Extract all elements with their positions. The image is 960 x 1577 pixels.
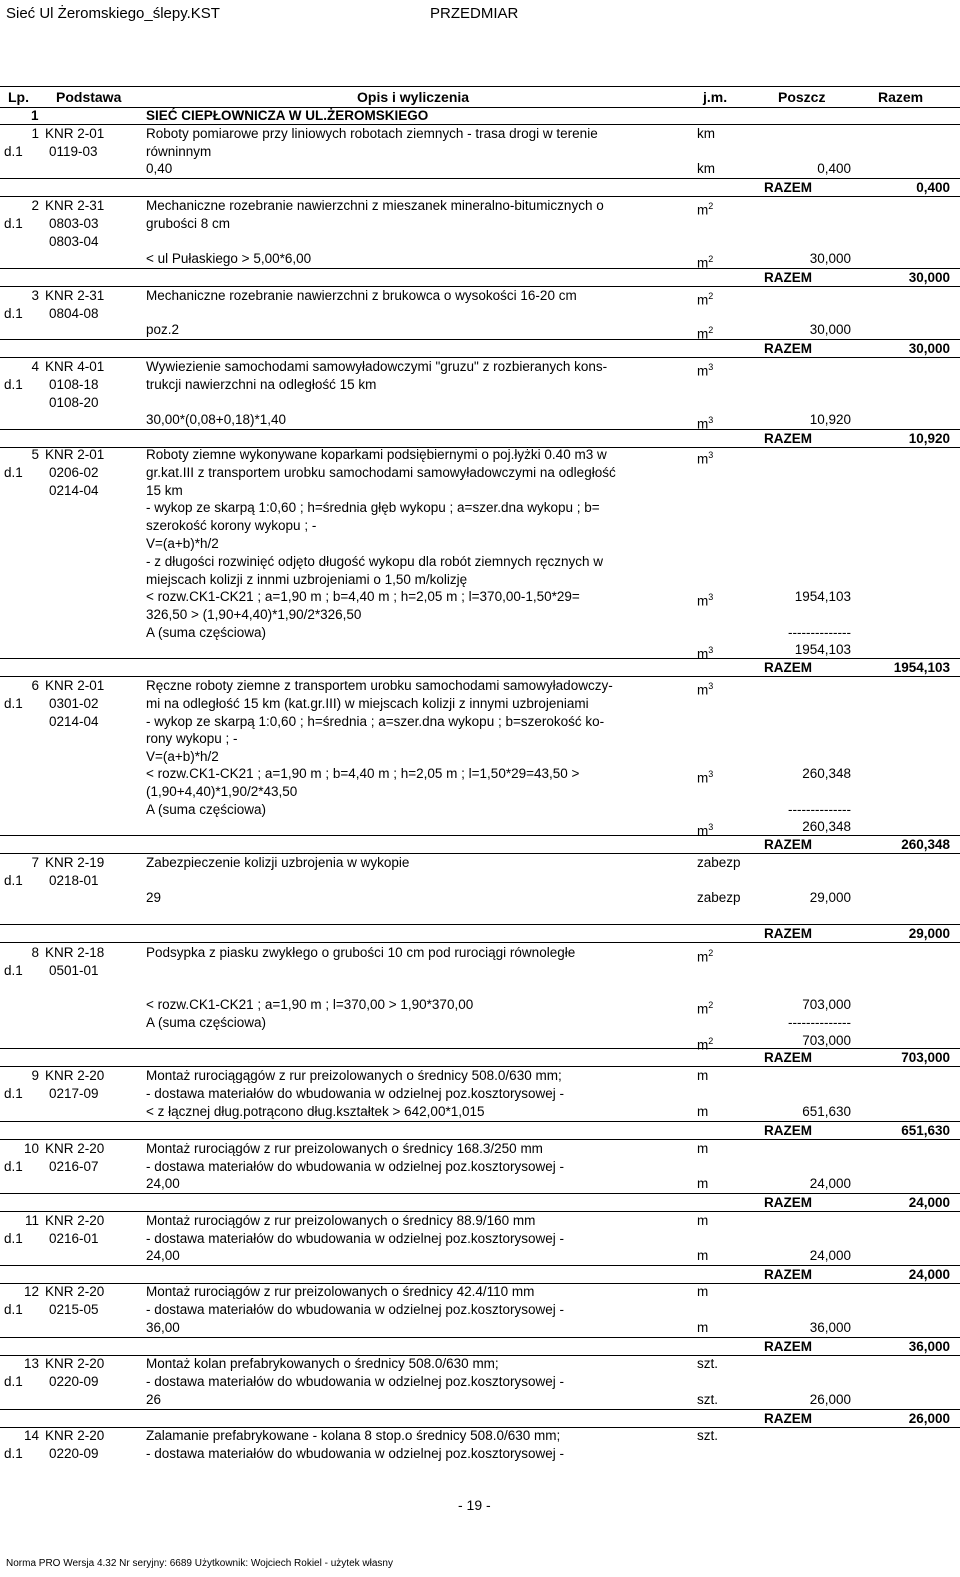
razem-rule xyxy=(0,429,960,430)
col-lp: Lp. xyxy=(8,89,29,105)
item-unit: szt. xyxy=(697,1428,719,1443)
calc-value: 1954,103 xyxy=(794,589,851,604)
item-code: 0218-01 xyxy=(49,872,99,888)
razem-rule xyxy=(0,835,960,836)
item-description: Mechaniczne rozebranie nawierzchni z mieszanek mineralno-bitumicznych o xyxy=(146,198,604,213)
item-d-label: d.1 xyxy=(4,1085,23,1101)
item-description: - dostawa materiałów do wbudowania w odzielnej poz.kosztorysowej - xyxy=(146,1158,564,1174)
calc-unit: $m^2$ xyxy=(697,1035,714,1053)
calc-unit: $m^3$ xyxy=(697,822,714,839)
item-code: 0803-04 xyxy=(49,233,99,249)
calc-value: 30,000 xyxy=(809,322,851,337)
calc-value: 0,400 xyxy=(817,161,851,176)
item-d-label: d.1 xyxy=(4,376,23,392)
item-unit: $m^3$ xyxy=(697,681,714,698)
col-poszcz: Poszcz xyxy=(778,89,826,105)
item-unit: $m^2$ xyxy=(697,291,714,308)
razem-value: 26,000 xyxy=(908,1411,950,1426)
calc-expression: 29 xyxy=(146,890,162,905)
calc-value: 651,630 xyxy=(802,1104,851,1119)
item-description: - dostawa materiałów do wbudowania w odzielnej poz.kosztorysowej - xyxy=(146,1445,564,1461)
razem-value: 260,348 xyxy=(901,837,950,852)
calc-unit: zabezp xyxy=(697,890,741,905)
razem-label: RAZEM xyxy=(764,837,812,852)
item-d-label: d.1 xyxy=(4,215,23,231)
razem-value: 29,000 xyxy=(908,926,950,941)
item-description: Montaż rurociągów z rur preizolowanych o średnicy 88.9/160 mm xyxy=(146,1213,536,1228)
calc-value: 1954,103 xyxy=(794,642,851,658)
item-separator xyxy=(0,676,960,677)
item-separator xyxy=(0,286,960,287)
razem-label: RAZEM xyxy=(764,1411,812,1426)
item-description: Montaż rurociągów z rur preizolowanych o średnicy 42.4/110 mm xyxy=(146,1284,535,1299)
item-code: 0220-09 xyxy=(49,1373,99,1389)
column-header xyxy=(0,86,960,108)
section-rule xyxy=(0,124,960,125)
item-code: KNR 2-20 xyxy=(45,1284,105,1299)
col-razem: Razem xyxy=(878,89,924,105)
item-d-label: d.1 xyxy=(4,695,23,711)
item-number: 10 xyxy=(23,1141,39,1156)
item-code: KNR 2-18 xyxy=(45,945,105,960)
item-description: Zabezpieczenie kolizji uzbrojenia w wykopie xyxy=(146,855,410,870)
item-description: Zalamanie prefabrykowane - kolana 8 stop.o średnicy 508.0/630 mm; xyxy=(146,1428,561,1443)
item-code: KNR 4-01 xyxy=(45,359,105,374)
razem-label: RAZEM xyxy=(764,341,812,356)
item-d-label: d.1 xyxy=(4,1158,23,1174)
calc-unit: $m^3$ xyxy=(697,592,714,609)
item-description: - dostawa materiałów do wbudowania w odzielnej poz.kosztorysowej - xyxy=(146,1230,564,1246)
item-description: Mechaniczne rozebranie nawierzchni z brukowca o wysokości 16-20 cm xyxy=(146,288,577,303)
item-d-label: d.1 xyxy=(4,1230,23,1246)
razem-value: 0,400 xyxy=(916,180,950,195)
calc-expression: < rozw.CK1-CK21 ; a=1,90 m ; b=4,40 m ; h=2,05 m ; l=1,50*29=43,50 > xyxy=(146,766,580,781)
item-description: Montaż kolan prefabrykowanych o średnicy 508.0/630 mm; xyxy=(146,1356,499,1371)
col-jm: j.m. xyxy=(703,89,728,105)
calc-expression: 0,40 xyxy=(146,161,173,176)
item-number: 14 xyxy=(23,1428,39,1443)
col-opis: Opis i wyliczenia xyxy=(357,89,470,105)
razem-rule xyxy=(0,1265,960,1266)
item-separator xyxy=(0,942,960,943)
item-code: KNR 2-20 xyxy=(45,1428,105,1443)
item-code: KNR 2-20 xyxy=(45,1213,105,1228)
item-d-label: d.1 xyxy=(4,1301,23,1317)
item-description: Roboty ziemne wykonywane koparkami podsiębiernymi o poj.łyżki 0.40 m3 w xyxy=(146,447,607,462)
item-separator xyxy=(0,853,960,854)
item-description: Montaż rurociągągów z rur preizolowanych o średnicy 508.0/630 mm; xyxy=(146,1068,562,1083)
razem-value: 703,000 xyxy=(901,1050,950,1065)
item-d-label: d.1 xyxy=(4,962,23,978)
item-code: KNR 2-20 xyxy=(45,1356,105,1371)
item-code: 0220-09 xyxy=(49,1445,99,1461)
item-code: KNR 2-01 xyxy=(45,447,105,462)
page-number: - 19 - xyxy=(458,1497,491,1513)
item-description: - z długości rozwinięć odjęto długość wykopu dla robót ziemnych ręcznych w xyxy=(146,553,603,569)
item-description: Montaż rurociągów z rur preizolowanych o średnicy 168.3/250 mm xyxy=(146,1141,543,1156)
razem-label: RAZEM xyxy=(764,431,812,446)
item-description: Ręczne roboty ziemne z transportem urobku samochodami samowyładowczy- xyxy=(146,678,613,693)
item-code: KNR 2-20 xyxy=(45,1141,105,1156)
item-code: 0108-20 xyxy=(49,394,99,410)
calc-unit: $m^2$ xyxy=(697,325,714,342)
item-unit: m xyxy=(697,1141,709,1156)
item-code: 0215-05 xyxy=(49,1301,99,1317)
item-description: - dostawa materiałów do wbudowania w odzielnej poz.kosztorysowej - xyxy=(146,1301,564,1317)
section-title: SIEĆ CIEPŁOWNICZA W UL.ŻEROMSKIEGO xyxy=(146,108,429,123)
col-podstawa: Podstawa xyxy=(56,89,122,105)
calc-value: -------------- xyxy=(788,624,851,640)
item-code: 0803-03 xyxy=(49,215,99,231)
calc-unit: $m^3$ xyxy=(697,415,714,432)
item-unit: m xyxy=(697,1213,709,1228)
item-number: 13 xyxy=(23,1356,39,1371)
calc-expression: < rozw.CK1-CK21 ; a=1,90 m ; l=370,00 > 1,90*370,00 xyxy=(146,997,474,1012)
item-number: 2 xyxy=(31,198,39,213)
item-description: miejscach kolizji z innmi uzbrojeniami o 1,50 m/kolizję xyxy=(146,571,468,587)
calc-unit: m xyxy=(697,1320,709,1335)
razem-rule xyxy=(0,339,960,340)
calc-value: 703,000 xyxy=(802,1032,851,1048)
calc-value: 10,920 xyxy=(809,412,851,427)
item-d-label: d.1 xyxy=(4,1445,23,1461)
calc-expression: A (suma częściowa) xyxy=(146,1014,267,1030)
item-d-label: d.1 xyxy=(4,305,23,321)
razem-rule xyxy=(0,1409,960,1410)
calc-unit: $m^2$ xyxy=(697,254,714,271)
item-code: KNR 2-31 xyxy=(45,288,105,303)
item-code: 0216-01 xyxy=(49,1230,99,1246)
razem-rule xyxy=(0,924,960,925)
item-d-label: d.1 xyxy=(4,872,23,888)
calc-expression: A (suma częściowa) xyxy=(146,801,267,817)
item-unit: zabezp xyxy=(697,855,741,870)
calc-value: -------------- xyxy=(788,1014,851,1030)
item-code: 0214-04 xyxy=(49,713,99,729)
item-d-label: d.1 xyxy=(4,1373,23,1389)
razem-value: 30,000 xyxy=(908,270,950,285)
razem-label: RAZEM xyxy=(764,1195,812,1210)
item-code: 0216-07 xyxy=(49,1158,99,1174)
razem-value: 24,000 xyxy=(908,1267,950,1282)
item-unit: km xyxy=(697,126,715,141)
calc-unit: $m^3$ xyxy=(697,769,714,786)
calc-value: 703,000 xyxy=(802,997,851,1012)
item-description: mi na odległość 15 km (kat.gr.III) w miejscach kolizji z innymi uzbrojeniami xyxy=(146,695,589,711)
calc-expression: 36,00 xyxy=(146,1320,180,1335)
calc-expression: 26 xyxy=(146,1392,162,1407)
item-number: 8 xyxy=(31,945,39,960)
item-code: 0214-04 xyxy=(49,482,99,498)
item-unit: $m^3$ xyxy=(697,450,714,467)
item-code: KNR 2-20 xyxy=(45,1068,105,1083)
razem-label: RAZEM xyxy=(764,926,812,941)
item-unit: szt. xyxy=(697,1356,719,1371)
razem-label: RAZEM xyxy=(764,270,812,285)
razem-label: RAZEM xyxy=(764,660,812,675)
item-code: 0301-02 xyxy=(49,695,99,711)
item-number: 9 xyxy=(31,1068,39,1083)
razem-label: RAZEM xyxy=(764,180,812,195)
calc-unit: m xyxy=(697,1176,709,1191)
razem-label: RAZEM xyxy=(764,1339,812,1354)
razem-label: RAZEM xyxy=(764,1050,812,1065)
section-number: 1 xyxy=(31,108,39,123)
calc-value: 24,000 xyxy=(809,1176,851,1191)
item-code: 0804-08 xyxy=(49,305,99,321)
razem-value: 24,000 xyxy=(908,1195,950,1210)
item-unit: $m^3$ xyxy=(697,362,714,379)
item-description: V=(a+b)*h/2 xyxy=(146,749,219,765)
item-separator xyxy=(0,357,960,358)
item-code: KNR 2-31 xyxy=(45,198,105,213)
calc-expression: 30,00*(0,08+0,18)*1,40 xyxy=(146,412,286,427)
item-description: - wykop ze skarpą 1:0,60 ; h=średnia ; a=szer.dna wykopu ; b=szerokość ko- xyxy=(146,713,605,729)
item-description: V=(a+b)*h/2 xyxy=(146,536,219,551)
item-separator xyxy=(0,1139,960,1140)
calc-unit: szt. xyxy=(697,1392,719,1407)
razem-rule xyxy=(0,658,960,659)
item-d-label: d.1 xyxy=(4,143,23,159)
document-kind: PRZEDMIAR xyxy=(430,5,519,22)
item-unit: $m^2$ xyxy=(697,948,714,965)
item-number: 3 xyxy=(31,288,39,303)
item-description: rony wykopu ; - xyxy=(146,731,238,747)
item-separator xyxy=(0,1066,960,1067)
item-code: 0217-09 xyxy=(49,1085,99,1101)
item-description: Podsypka z piasku zwykłego o grubości 10 cm pod rurociągi równoległe xyxy=(146,945,576,960)
razem-rule xyxy=(0,1048,960,1049)
item-description: - wykop ze skarpą 1:0,60 ; h=średnia głęb wykopu ; a=szer.dna wykopu ; b= xyxy=(146,500,600,516)
razem-rule xyxy=(0,268,960,269)
item-description: - dostawa materiałów do wbudowania w odzielnej poz.kosztorysowej - xyxy=(146,1085,564,1101)
calc-value: 24,000 xyxy=(809,1248,851,1263)
item-description: 15 km xyxy=(146,482,183,498)
item-unit: m xyxy=(697,1284,709,1299)
calc-expression: < z łącznej dług.potrącono dług.kształtek > 642,00*1,015 xyxy=(146,1104,485,1119)
calc-value: 36,000 xyxy=(809,1320,851,1335)
item-description: szerokość korony wykopu ; - xyxy=(146,518,317,534)
item-number: 11 xyxy=(24,1213,39,1228)
item-description: - dostawa materiałów do wbudowania w odzielnej poz.kosztorysowej - xyxy=(146,1373,564,1389)
calc-unit: $m^2$ xyxy=(697,1000,714,1017)
item-separator xyxy=(0,196,960,197)
item-separator xyxy=(0,1211,960,1212)
item-description: trukcji nawierzchni na odległość 15 km xyxy=(146,376,377,392)
item-number: 7 xyxy=(31,855,39,870)
calc-value: -------------- xyxy=(788,801,851,817)
razem-rule xyxy=(0,1193,960,1194)
calc-value: 260,348 xyxy=(802,766,851,781)
item-code: 0206-02 xyxy=(49,464,99,480)
item-number: 1 xyxy=(31,126,39,141)
software-footer: Norma PRO Wersja 4.32 Nr seryjny: 6689 Użytkownik: Wojciech Rokiel - użytek własny xyxy=(6,1558,393,1569)
calc-unit: km xyxy=(697,161,715,176)
razem-rule xyxy=(0,178,960,179)
item-description: równinnym xyxy=(146,143,212,159)
file-title: Sieć Ul Żeromskiego_ślepy.KST xyxy=(6,5,220,22)
calc-expression: 326,50 > (1,90+4,40)*1,90/2*326,50 xyxy=(146,606,362,622)
item-code: 0108-18 xyxy=(49,376,99,392)
item-description: gr.kat.III z transportem urobku samochodami samowyładowczymi na odległość xyxy=(146,464,616,480)
razem-rule xyxy=(0,1121,960,1122)
item-d-label: d.1 xyxy=(4,464,23,480)
item-number: 4 xyxy=(31,359,39,374)
calc-expression: < rozw.CK1-CK21 ; a=1,90 m ; b=4,40 m ; h=2,05 m ; l=370,00-1,50*29= xyxy=(146,589,580,604)
calc-value: 260,348 xyxy=(802,819,851,835)
razem-label: RAZEM xyxy=(764,1123,812,1138)
item-description: Wywiezienie samochodami samowyładowczymi "gruzu" z rozbieranych kons- xyxy=(146,359,608,374)
calc-expression: (1,90+4,40)*1,90/2*43,50 xyxy=(146,783,298,799)
calc-expression: 24,00 xyxy=(146,1176,180,1191)
calc-value: 30,000 xyxy=(809,251,851,266)
item-unit: $m^2$ xyxy=(697,201,714,218)
razem-value: 1954,103 xyxy=(893,660,950,675)
calc-unit: m xyxy=(697,1248,709,1263)
item-code: 0119-03 xyxy=(49,143,98,159)
calc-value: 26,000 xyxy=(809,1392,851,1407)
item-number: 6 xyxy=(31,678,39,693)
item-code: KNR 2-19 xyxy=(45,855,105,870)
item-code: 0501-01 xyxy=(49,962,99,978)
item-unit: m xyxy=(697,1068,709,1083)
item-description: Roboty pomiarowe przy liniowych robotach ziemnych - trasa drogi w terenie xyxy=(146,126,598,141)
razem-value: 36,000 xyxy=(908,1339,950,1354)
item-description: grubości 8 cm xyxy=(146,215,231,231)
razem-label: RAZEM xyxy=(764,1267,812,1282)
item-code: KNR 2-01 xyxy=(45,678,105,693)
calc-value: 29,000 xyxy=(809,890,851,905)
calc-expression: A (suma częściowa) xyxy=(146,624,267,640)
calc-expression: < ul Pułaskiego > 5,00*6,00 xyxy=(146,251,312,266)
razem-rule xyxy=(0,1337,960,1338)
item-number: 12 xyxy=(23,1284,39,1299)
calc-expression: poz.2 xyxy=(146,322,180,337)
item-number: 5 xyxy=(31,447,39,462)
calc-expression: 24,00 xyxy=(146,1248,180,1263)
item-code: KNR 2-01 xyxy=(45,126,105,141)
razem-value: 30,000 xyxy=(908,341,950,356)
razem-value: 651,630 xyxy=(901,1123,950,1138)
calc-unit: m xyxy=(697,1104,709,1119)
calc-unit: $m^3$ xyxy=(697,645,714,662)
razem-value: 10,920 xyxy=(908,431,950,446)
